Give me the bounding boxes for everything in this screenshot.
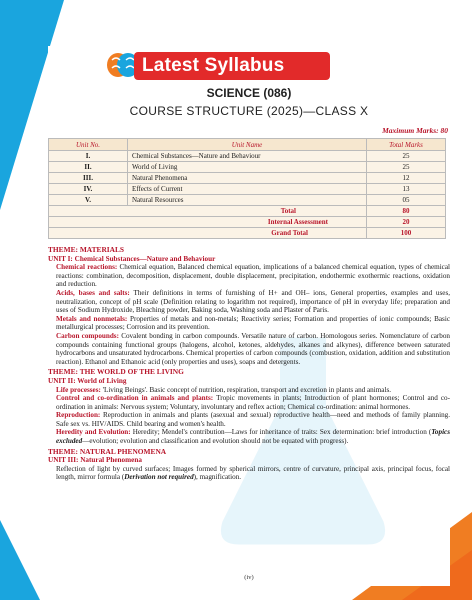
topic-paragraph bbox=[56, 411, 450, 428]
unit-no: I. bbox=[49, 151, 128, 162]
topic-text: Covalent bonding in carbon compounds. Versatile nature of carbon. Homologous series. Nomenclature of carbon compounds containing functional groups (halogens, alcohol, ketones, aldehydes, alkanes and alkynes), difference between saturated hydrocarbons and unsaturated hydrocarbons. Chemical properties of carbon compounds (combustion, oxidation, addition and substitution reaction). Ethanol and Ethanoic acid (only properties and uses), soaps and detergents. bbox=[56, 331, 450, 366]
unit-marks: 13 bbox=[367, 184, 446, 195]
topic-text: Tropic movements in plants; Introduction of plant hormones; Control and co-ordination in animals: Nervous system; Voluntary, involuntary and reflex action; Chemical co-ordination: animal hormones. bbox=[56, 394, 450, 411]
topic-keyword: Carbon compounds: bbox=[56, 331, 119, 340]
total-row bbox=[49, 206, 446, 217]
theme-heading: THEME: NATURAL PHENOMENA bbox=[48, 446, 167, 456]
col-unit-name: Unit Name bbox=[128, 139, 367, 151]
grand-total-row bbox=[49, 228, 446, 239]
table-header-row bbox=[49, 139, 446, 151]
unit-no: II. bbox=[49, 162, 128, 173]
topic-keyword: Metals and nonmetals: bbox=[56, 314, 128, 323]
topic-paragraph bbox=[56, 332, 450, 366]
topic-keyword: Chemical reactions: bbox=[56, 263, 118, 272]
unit-marks: 05 bbox=[367, 195, 446, 206]
blue-bottom-decoration bbox=[0, 520, 40, 600]
topic-paragraph bbox=[56, 394, 450, 411]
unit-name: Chemical Substances—Nature and Behaviour bbox=[128, 151, 367, 162]
unit-marks: 12 bbox=[367, 173, 446, 184]
topic-keyword: Control and co-ordination in animals and plants: bbox=[56, 394, 214, 403]
subject-title: SCIENCE (086) bbox=[206, 86, 292, 100]
topic-paragraph bbox=[56, 263, 450, 289]
topic-text: 'Living Beings'. Basic concept of nutrition, respiration, transport and excretion in plants and animals. bbox=[100, 385, 392, 394]
latest-syllabus-banner bbox=[134, 52, 330, 80]
header bbox=[48, 46, 450, 116]
unit-heading: UNIT III: Natural Phenomena bbox=[48, 456, 142, 465]
unit-no: IV. bbox=[49, 184, 128, 195]
banner-title: Latest Syllabus bbox=[142, 55, 285, 76]
unit-heading: UNIT I: Chemical Substances—Nature and Behaviour bbox=[48, 254, 216, 263]
topic-keyword: Heredity and Evolution: bbox=[56, 428, 131, 437]
theme-heading: THEME: MATERIALS bbox=[48, 245, 125, 254]
table-row bbox=[49, 151, 446, 162]
total-label: Total bbox=[49, 206, 367, 217]
col-total-marks: Total Marks bbox=[367, 139, 446, 151]
topic-paragraph bbox=[56, 315, 450, 332]
topic-paragraph bbox=[56, 386, 450, 395]
unit-name: Natural Phenomena bbox=[128, 173, 367, 184]
topics-excluded-label: Topics excluded bbox=[56, 428, 450, 446]
internal-assessment-label: Internal Assessment bbox=[49, 217, 367, 228]
unit-name: World of Living bbox=[128, 162, 367, 173]
table-row bbox=[49, 173, 446, 184]
syllabus-content bbox=[48, 244, 450, 482]
topic-text: ), magnification. bbox=[193, 473, 242, 482]
grand-total-value: 100 bbox=[367, 228, 446, 239]
unit-no: III. bbox=[49, 173, 128, 184]
unit-heading: UNIT II: World of Living bbox=[48, 376, 127, 385]
topic-keyword: Reproduction: bbox=[56, 411, 101, 420]
topic-text: Reproduction in animals and plants (asexual and sexual) reproductive health—need and methods of family planning. Safe sex vs. HIV/AIDS. Child bearing and women's health. bbox=[56, 411, 450, 428]
course-structure-title: COURSE STRUCTURE (2025)—CLASS X bbox=[129, 104, 369, 118]
unit-marks-table bbox=[48, 138, 446, 239]
topic-keyword: Acids, bases and salts: bbox=[56, 288, 130, 297]
unit-name: Effects of Current bbox=[128, 184, 367, 195]
table-row bbox=[49, 162, 446, 173]
table-row bbox=[49, 195, 446, 206]
theme-heading: THEME: THE WORLD OF THE LIVING bbox=[48, 367, 184, 377]
internal-assessment-value: 20 bbox=[367, 217, 446, 228]
maximum-marks: Maximum Marks: 80 bbox=[382, 126, 448, 135]
total-value: 80 bbox=[367, 206, 446, 217]
unit-marks: 25 bbox=[367, 162, 446, 173]
topic-keyword: Life processes: bbox=[56, 385, 101, 394]
table-row bbox=[49, 184, 446, 195]
grand-total-label: Grand Total bbox=[49, 228, 367, 239]
page-number: (iv) bbox=[244, 574, 254, 581]
internal-assessment-row bbox=[49, 217, 446, 228]
syllabus-page bbox=[48, 46, 450, 586]
topic-paragraph bbox=[56, 289, 450, 315]
unit-name: Natural Resources bbox=[128, 195, 367, 206]
topic-paragraph bbox=[56, 428, 450, 445]
topic-text: —evolution; evolution and classification and evolution should not be equated with progress). bbox=[82, 437, 349, 446]
topic-paragraph bbox=[56, 465, 450, 482]
unit-marks: 25 bbox=[367, 151, 446, 162]
topic-text: Properties of metals and non-metals; Reactivity series; Formation and properties of ionic compounds; Basic metallurgical processes; Corrosion and its prevention. bbox=[56, 314, 450, 332]
topic-text: Reflection of light by curved surfaces; Images formed by spherical mirrors, centre of curvature, principal axis, principal focus, focal length, mirror formula ( bbox=[56, 464, 450, 482]
topic-text: Heredity; Mendel's contribution—Laws for inheritance of traits: Sex determination: brief introduction ( bbox=[130, 428, 432, 437]
topic-text: Their definitions in terms of furnishing of H+ and OH– ions, General properties, examples and uses, neutralization, concept of pH scale (Definition relating to logarithm not required), importance of pH in everyday life; preparation and uses of Sodium Hydroxide, Bleaching powder, Baking soda, Washing soda and Plaster of Paris. bbox=[56, 288, 451, 315]
topic-text: Chemical equation, Balanced chemical equation, implications of a balanced chemical equation, types of chemical reactions: combination, decomposition, displacement, double displacement, precipitation, endothermic exothermic reactions, oxidation and reduction. bbox=[56, 263, 451, 289]
col-unit-no: Unit No. bbox=[49, 139, 128, 151]
unit-no: V. bbox=[49, 195, 128, 206]
derivation-note: Derivation not required bbox=[124, 473, 194, 482]
